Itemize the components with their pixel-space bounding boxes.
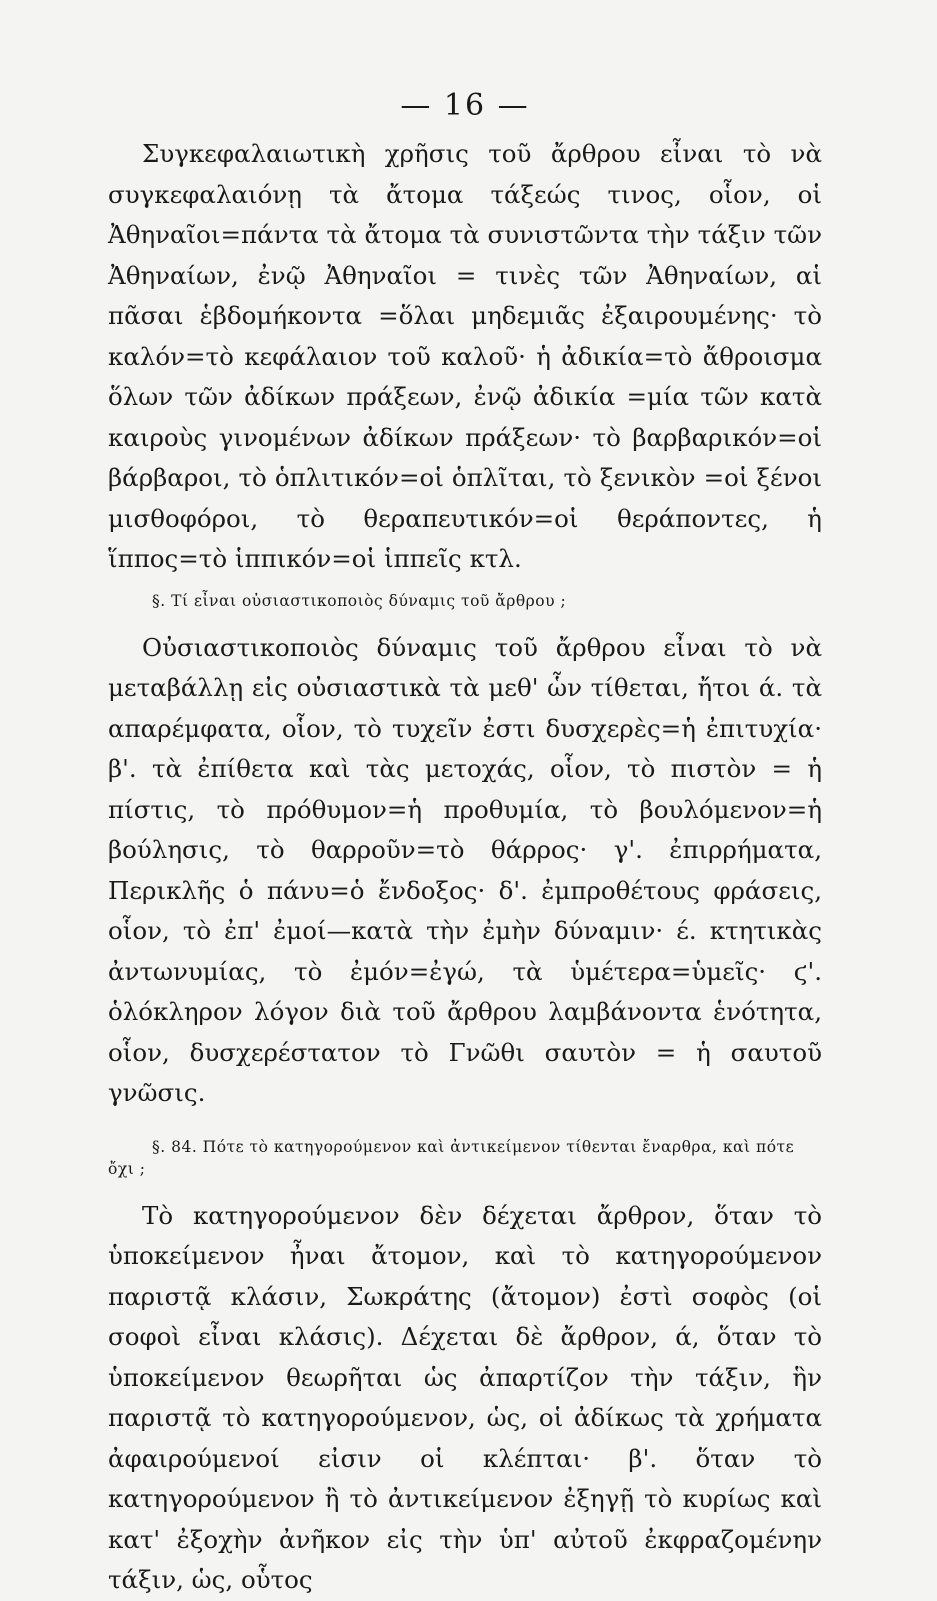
section-heading-84: §. 84. Πότε τὸ κατηγορούμενον καὶ ἀντικείμενον τίθενται ἔναρθρα, καὶ πότε ὄχι ; [108, 1137, 795, 1178]
paragraph-summative-use: Συγκεφαλαιωτικὴ χρῆσις τοῦ ἄρθρου εἶναι τὸ νὰ συγκεφαλαιόνῃ τὰ ἄτομα τάξεώς τινος, οἷον, οἱ Ἀθηναῖοι=πάντα τὰ ἄτομα τὰ συνιστῶντα τὴν τάξιν τῶν Ἀθηναίων, ἐνῷ Ἀθηναῖοι = τινὲς τῶν Ἀθηναίων, αἱ πᾶσαι ἑβδομήκοντα =ὅλαι μηδεμιᾶς ἐξαιρουμένης· τὸ καλόν=τὸ κεφάλαιον τοῦ καλοῦ· ἡ ἀδικία=τὸ ἄθροισμα ὅλων τῶν ἀδίκων πράξεων, ἐνῷ ἀδικία =μία τῶν κατὰ καιροὺς γινομένων ἀδίκων πράξεων· τὸ βαρβαρικόν=οἱ βάρβαροι, τὸ ὁπλιτικόν=οἱ ὁπλῖται, τὸ ξενικὸν =οἱ ξένοι μισθοφόροι, τὸ θεραπευτικόν=οἱ θεράποντες, ἡ ἵππος=τὸ ἱππικόν=οἱ ἱππεῖς κτλ. [108, 139, 822, 573]
page-number: — 16 — [400, 88, 530, 123]
paragraph-substantivizing-power: Οὐσιαστικοποιὸς δύναμις τοῦ ἄρθρου εἶναι τὸ νὰ μεταβάλλῃ εἰς οὐσιαστικὰ τὰ μεθ' ὧν τίθεται, ἤτοι ά. τὰ απαρέμφατα, οἷον, τὸ τυχεῖν ἐστι δυσχερὲς=ἡ ἐπιτυχία· β'. τὰ ἐπίθετα καὶ τὰς μετοχάς, οἷον, τὸ πιστὸν = ἡ πίστις, τὸ πρόθυμον=ἡ προθυμία, τὸ βουλόμενον=ἡ βούλησις, τὸ θαρροῦν=τὸ θάρρος· γ'. ἐπιρρήματα, Περικλῆς ὁ πάνυ=ὁ ἔνδοξος· δ'. ἐμπροθέτους φράσεις, οἷον, τὸ ἐπ' ἐμοί—κατὰ τὴν ἐμὴν δύναμιν· έ. κτητικὰς ἀντωνυμίας, τὸ ἐμόν=ἐγώ, τὰ ὑμέτερα=ὑμεῖς· ϛ'. ὁλόκληρον λόγον διὰ τοῦ ἄρθρου λαμβάνοντα ἑνότητα, οἷον, δυσχερέστατον τὸ Γνῶθι σαυτὸν = ἡ σαυτοῦ γνῶσις. [108, 632, 822, 1107]
paragraph-predicate-article: Τὸ κατηγορούμενον δὲν δέχεται ἄρθρον, ὅταν τὸ ὑποκείμενον ἦναι ἄτομον, καὶ τὸ κατηγορούμενον παριστᾷ κλάσιν, Σωκράτης (ἄτομον) ἐστὶ σοφὸς (οἱ σοφοὶ εἶναι κλάσις). Δέχεται δὲ ἄρθρον, ά, ὅταν τὸ ὑποκείμενον θεωρῆται ὡς ἀπαρτίζον τὴν τάξιν, ἣν παριστᾷ τὸ κατηγορούμενον, ὡς, οἱ ἀδίκως τὰ χρήματα ἀφαιρούμενοί εἰσιν οἱ κλέπται· β'. ὅταν τὸ κατηγορούμενον ἢ τὸ ἀντικείμενον ἐξηγῇ τὸ κυρίως καὶ κατ' ἐξοχὴν ἀνῆκον εἰς τὴν ὑπ' αὐτοῦ ἐκφραζομένην τάξιν, ὡς, οὗτος [108, 1200, 822, 1594]
section-heading-substantivizing: §. Τί εἶναι οὐσιαστικοποιὸς δύναμις τοῦ ἄρθρου ; [152, 591, 567, 610]
